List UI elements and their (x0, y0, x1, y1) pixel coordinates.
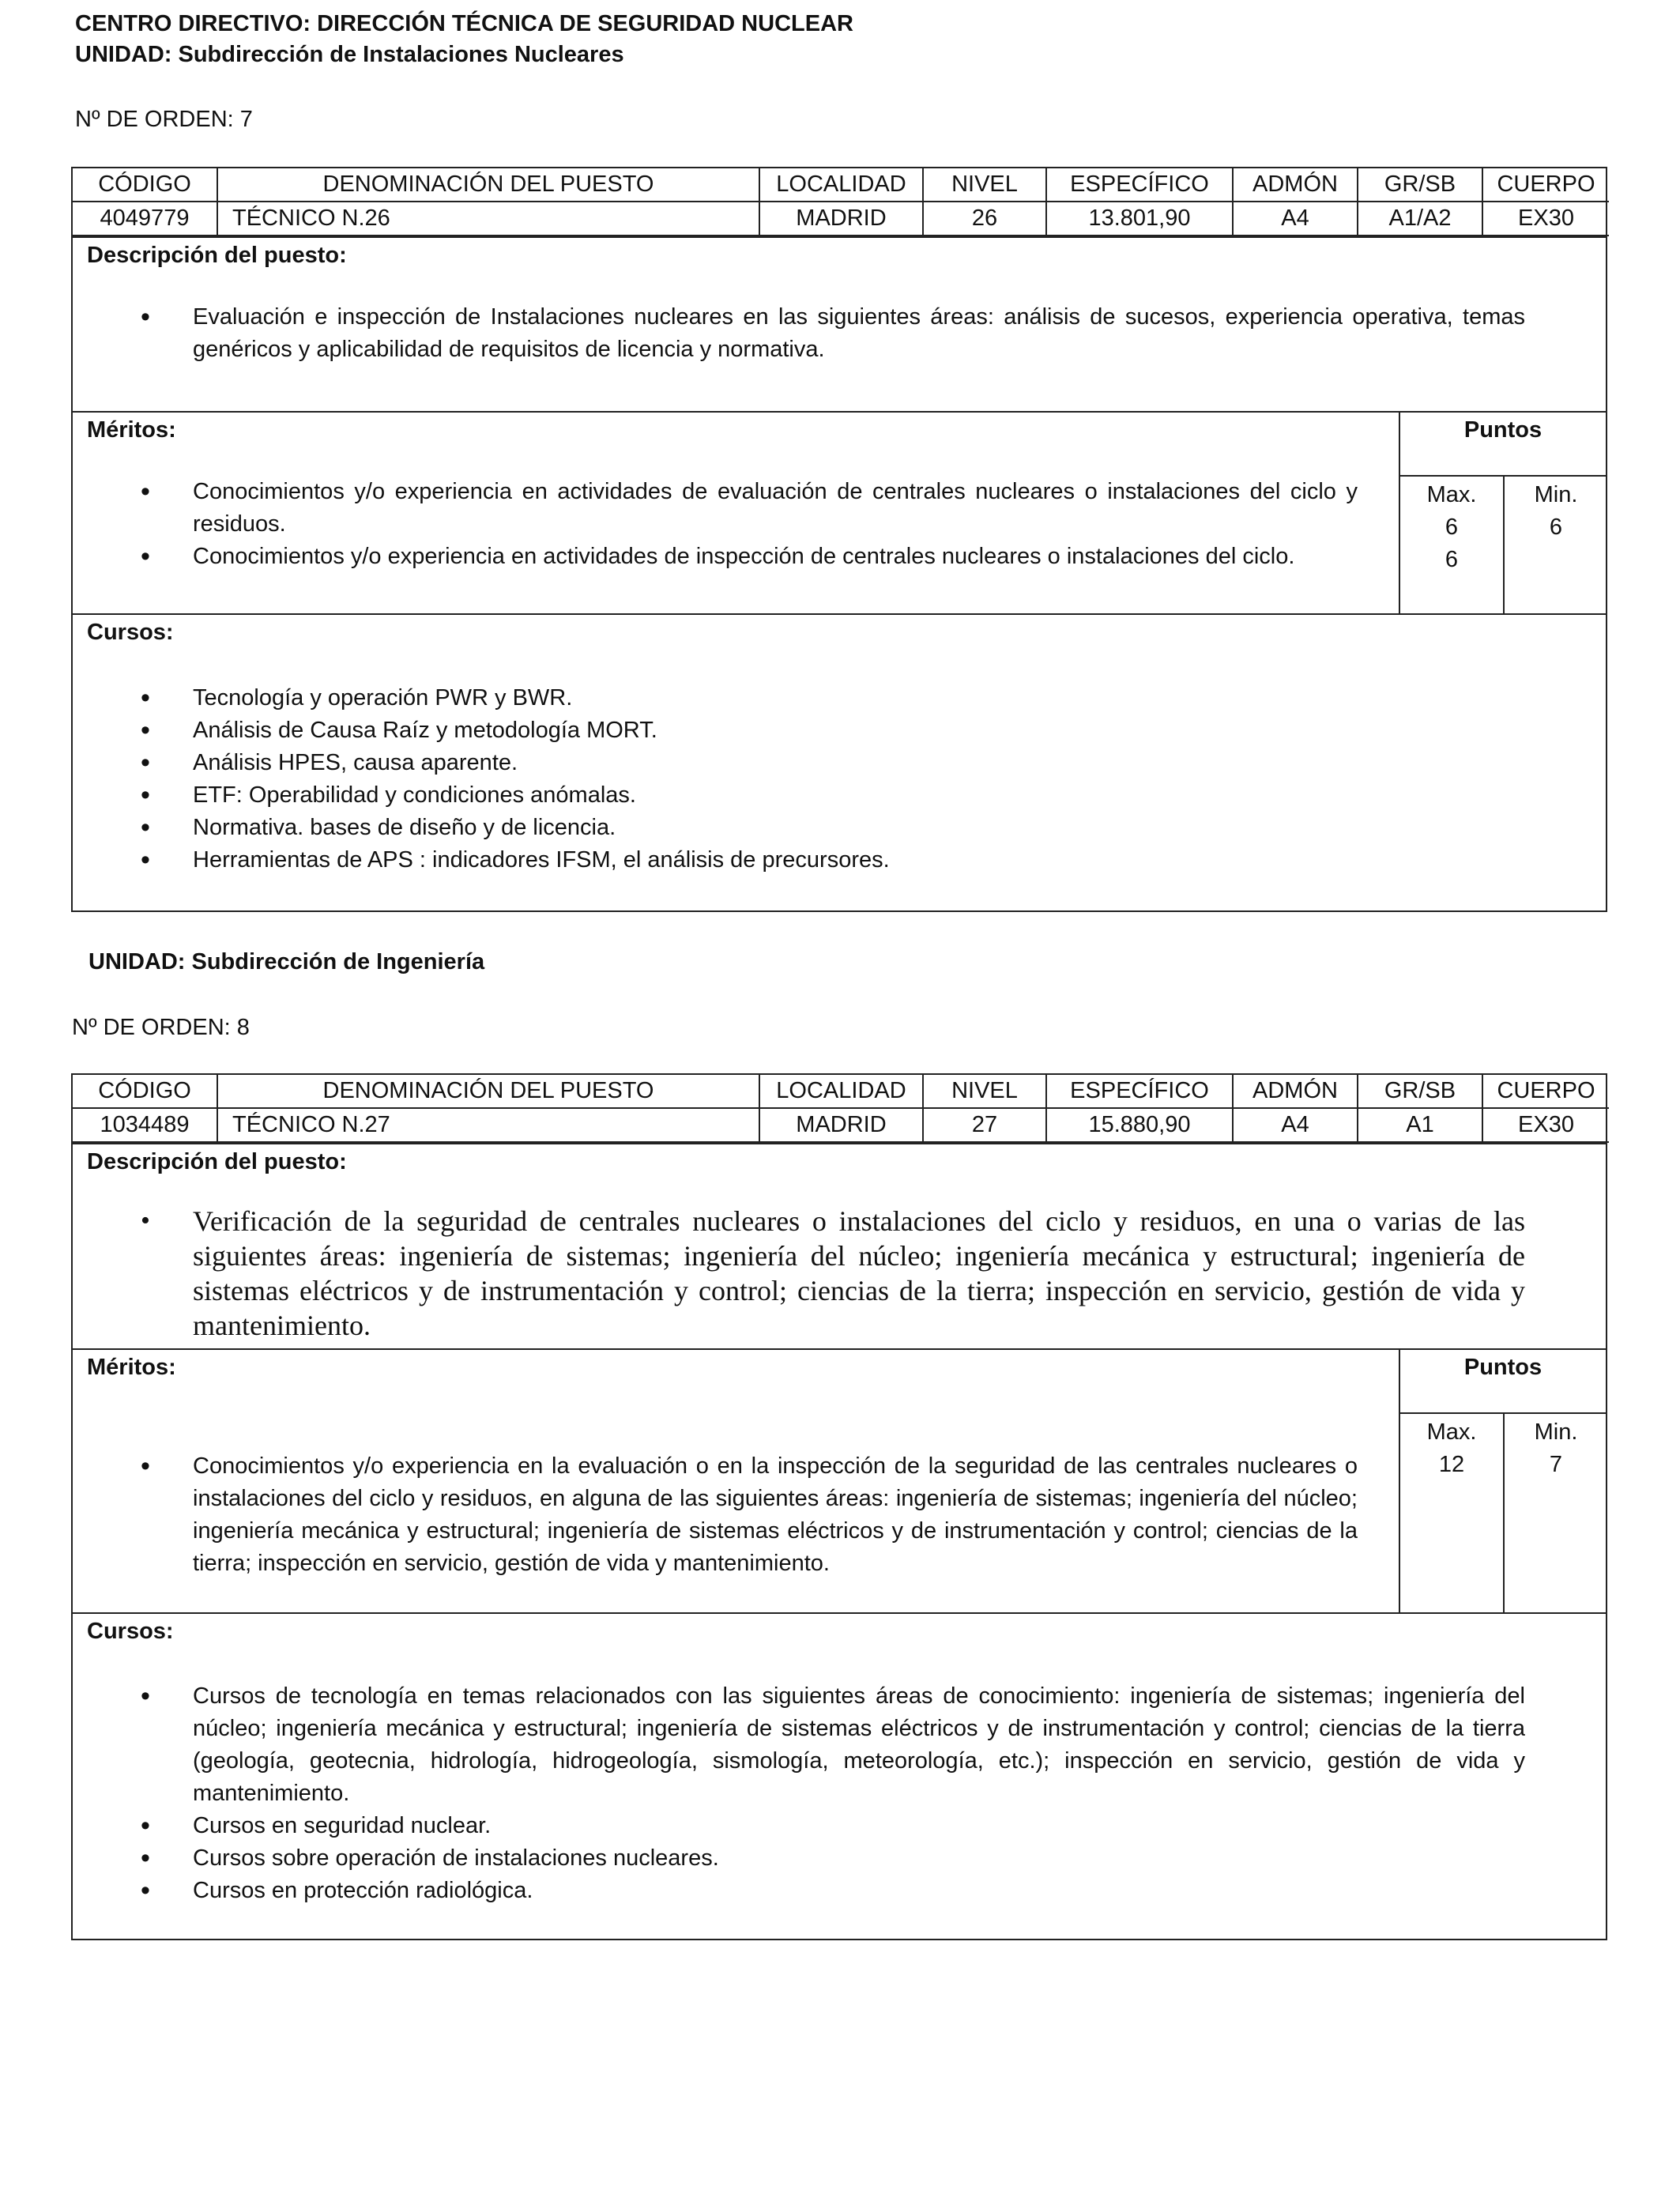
col-header-nivel: NIVEL (923, 168, 1046, 202)
list-item: • Cursos en seguridad nuclear. (73, 1810, 1525, 1842)
cell-localidad: MADRID (759, 1108, 923, 1142)
cell-nivel: 27 (923, 1108, 1046, 1142)
cursos-section-2 (73, 1612, 1606, 1942)
table-header-row (73, 1075, 1609, 1108)
table-row (73, 202, 1609, 236)
puntos-label: Puntos (1463, 1355, 1543, 1380)
list-item: • Herramientas de APS : indicadores IFSM, el análisis de precursores. (73, 844, 1525, 876)
list-item: • Evaluación e inspección de Instalaciones nucleares en las siguientes áreas: análisis de sucesos, experiencia operativa, temas genéricos y aplicabilidad de requisitos de licencia y normativa. (73, 301, 1525, 366)
min-column-2 (1505, 1416, 1607, 1481)
puesto-block-1 (71, 167, 1607, 912)
cell-localidad: MADRID (759, 202, 923, 236)
min-label: Min. (1534, 482, 1578, 507)
centro-directivo-heading: CENTRO DIRECTIVO: DIRECCIÓN TÉCNICA DE SEGURIDAD NUCLEAR (75, 11, 853, 36)
cell-codigo: 4049779 (73, 202, 217, 236)
meritos-list-2 (73, 1450, 1358, 1580)
list-item: • Análisis HPES, causa aparente. (73, 747, 1525, 779)
cursos-list-2 (73, 1680, 1525, 1907)
puntos-label: Puntos (1463, 417, 1543, 443)
list-item: • Cursos en protección radiológica. (73, 1875, 1525, 1907)
puntos-header-line (1399, 1412, 1606, 1414)
col-header-grsb: GR/SB (1358, 168, 1482, 202)
list-item: • Cursos de tecnología en temas relacionados con las siguientes áreas de conocimiento: ingeniería de sistemas; ingeniería del núcleo; ingeniería mecánica y estructural; ingeniería de sistemas eléctricos y de instrumentación y control; ciencias de la tierra (geología, geotecnia, hidrología, hidrogeología, sismología, meteorología, etc.); inspección en servicio, gestión de vida y mantenimiento. (73, 1680, 1525, 1810)
cell-cuerpo: EX30 (1482, 1108, 1609, 1142)
col-header-cuerpo: CUERPO (1482, 168, 1609, 202)
puesto-table-1 (73, 168, 1609, 236)
col-header-codigo: CÓDIGO (73, 1075, 217, 1108)
col-header-admon: ADMÓN (1233, 168, 1358, 202)
unidad-heading-2: UNIDAD: Subdirección de Ingeniería (89, 949, 485, 974)
cell-nivel: 26 (923, 202, 1046, 236)
puntos-header-line (1399, 475, 1606, 477)
max-label: Max. (1426, 1419, 1477, 1445)
cell-codigo: 1034489 (73, 1108, 217, 1142)
max-value: 6 (1445, 515, 1459, 540)
col-header-especifico: ESPECÍFICO (1046, 168, 1233, 202)
max-value: 12 (1438, 1452, 1465, 1477)
col-header-denominacion: DENOMINACIÓN DEL PUESTO (217, 168, 759, 202)
cell-denominacion: TÉCNICO N.27 (217, 1108, 759, 1142)
max-label: Max. (1426, 482, 1477, 507)
min-label: Min. (1534, 1419, 1578, 1445)
orden-number-2: Nº DE ORDEN: 8 (72, 1015, 250, 1040)
descripcion-list-1 (73, 301, 1525, 366)
meritos-section-1 (73, 411, 1606, 613)
cell-grsb: A1 (1358, 1108, 1482, 1142)
col-header-cuerpo: CUERPO (1482, 1075, 1609, 1108)
list-item: • Cursos sobre operación de instalaciones nucleares. (73, 1842, 1525, 1875)
col-header-codigo: CÓDIGO (73, 168, 217, 202)
list-item: • Verificación de la seguridad de centrales nucleares o instalaciones del ciclo y residuos, en una o varias de las siguientes áreas: ingeniería de sistemas; ingeniería del núcleo; ingeniería mecánica y estructural; ingeniería de sistemas eléctricos y de instrumentación y control; ciencias de la tierra; inspección en servicio, gestión de vida y mantenimiento. (73, 1204, 1525, 1343)
list-item: • Conocimientos y/o experiencia en actividades de inspección de centrales nucleares o instalaciones del ciclo. (73, 541, 1358, 573)
cell-grsb: A1/A2 (1358, 202, 1482, 236)
cursos-label: Cursos: (87, 1619, 174, 1644)
table-header-row (73, 168, 1609, 202)
list-item: • ETF: Operabilidad y condiciones anómalas. (73, 779, 1525, 812)
min-column-1 (1505, 479, 1607, 544)
meritos-label: Méritos: (87, 1355, 176, 1380)
col-header-admon: ADMÓN (1233, 1075, 1358, 1108)
unidad-heading-1: UNIDAD: Subdirección de Instalaciones Nucleares (75, 42, 624, 67)
max-column-1 (1400, 479, 1503, 576)
descripcion-label: Descripción del puesto: (87, 243, 347, 268)
list-item: • Tecnología y operación PWR y BWR. (73, 682, 1525, 714)
puesto-block-2 (71, 1073, 1607, 1940)
list-item: • Conocimientos y/o experiencia en actividades de evaluación de centrales nucleares o instalaciones del ciclo y residuos. (73, 476, 1358, 541)
list-item: • Normativa. bases de diseño y de licencia. (73, 812, 1525, 844)
puesto-table-2 (73, 1075, 1609, 1143)
cursos-list-1 (73, 682, 1525, 876)
cursos-label: Cursos: (87, 620, 174, 645)
min-value: 6 (1549, 515, 1563, 540)
meritos-label: Méritos: (87, 417, 176, 443)
meritos-section-2 (73, 1348, 1606, 1612)
list-item: • Conocimientos y/o experiencia en la evaluación o en la inspección de la seguridad de las centrales nucleares o instalaciones del ciclo y residuos, en alguna de las siguientes áreas: ingeniería de sistemas; ingeniería del núcleo; ingeniería mecánica y estructural; ingeniería de sistemas eléctricos y de instrumentación y control; ciencias de la tierra; inspección en servicio, gestión de vida y mantenimiento. (73, 1450, 1358, 1580)
col-header-nivel: NIVEL (923, 1075, 1046, 1108)
cell-cuerpo: EX30 (1482, 202, 1609, 236)
descripcion-section-2 (73, 1143, 1606, 1348)
descripcion-list-2 (73, 1204, 1525, 1343)
min-value: 7 (1549, 1452, 1563, 1477)
orden-number-1: Nº DE ORDEN: 7 (75, 107, 253, 132)
cell-denominacion: TÉCNICO N.26 (217, 202, 759, 236)
puntos-divider (1399, 1350, 1400, 1612)
meritos-list-1 (73, 476, 1358, 573)
cell-especifico: 15.880,90 (1046, 1108, 1233, 1142)
col-header-grsb: GR/SB (1358, 1075, 1482, 1108)
descripcion-label: Descripción del puesto: (87, 1149, 347, 1174)
max-column-2 (1400, 1416, 1503, 1481)
col-header-especifico: ESPECÍFICO (1046, 1075, 1233, 1108)
max-value: 6 (1445, 547, 1459, 572)
col-header-denominacion: DENOMINACIÓN DEL PUESTO (217, 1075, 759, 1108)
col-header-localidad: LOCALIDAD (759, 1075, 923, 1108)
cell-admon: A4 (1233, 202, 1358, 236)
cell-admon: A4 (1233, 1108, 1358, 1142)
cursos-section-1 (73, 613, 1606, 914)
table-row (73, 1108, 1609, 1142)
descripcion-section-1 (73, 236, 1606, 411)
col-header-localidad: LOCALIDAD (759, 168, 923, 202)
cell-especifico: 13.801,90 (1046, 202, 1233, 236)
list-item: • Análisis de Causa Raíz y metodología MORT. (73, 714, 1525, 747)
